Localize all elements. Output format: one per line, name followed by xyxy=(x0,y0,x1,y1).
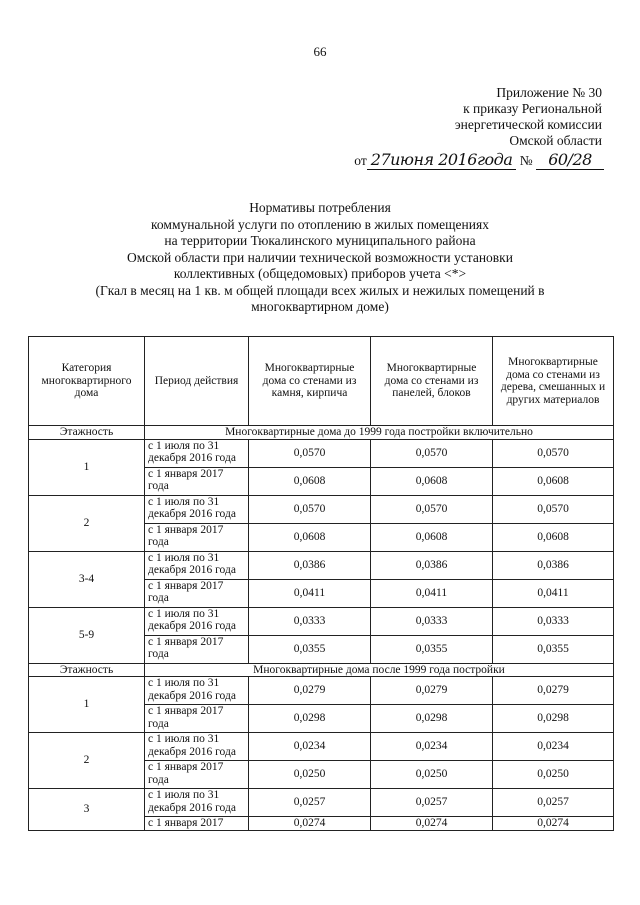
value-stone: 0,0274 xyxy=(249,817,371,831)
value-panel: 0,0386 xyxy=(371,551,493,579)
title-line-7: многоквартирном доме) xyxy=(251,299,389,314)
section-title: Многоквартирные дома до 1999 года постройки включительно xyxy=(145,426,614,440)
value-panel: 0,0234 xyxy=(371,733,493,761)
value-panel: 0,0608 xyxy=(371,523,493,551)
value-stone: 0,0298 xyxy=(249,705,371,733)
value-panel: 0,0333 xyxy=(371,607,493,635)
value-wood: 0,0257 xyxy=(493,789,614,817)
value-wood: 0,0333 xyxy=(493,607,614,635)
appendix-line-3: энергетической комиссии xyxy=(454,117,602,132)
value-stone: 0,0386 xyxy=(249,551,371,579)
period-cell: с 1 июля по 31 декабря 2016 года xyxy=(145,607,249,635)
page-number: 66 xyxy=(313,44,327,59)
section-label: Этажность xyxy=(29,426,145,440)
value-panel: 0,0411 xyxy=(371,579,493,607)
table-row xyxy=(29,551,614,579)
value-stone: 0,0608 xyxy=(249,467,371,495)
title-line-2: коммунальной услуги по отоплению в жилых помещениях xyxy=(151,216,489,232)
period-cell: с 1 января 2017 года xyxy=(145,705,249,733)
value-wood: 0,0411 xyxy=(493,579,614,607)
value-stone: 0,0333 xyxy=(249,607,371,635)
section-header-row xyxy=(29,426,614,440)
category-cell: 3 xyxy=(29,789,145,831)
value-stone: 0,0279 xyxy=(249,677,371,705)
period-cell: с 1 января 2017 года xyxy=(145,761,249,789)
period-cell: с 1 января 2017 года xyxy=(145,523,249,551)
appendix-line-2: к приказу Региональной xyxy=(463,101,602,116)
appendix-line-1: Приложение № 30 xyxy=(496,85,602,100)
value-stone: 0,0570 xyxy=(249,495,371,523)
date-prefix: от xyxy=(354,153,367,168)
section-label: Этажность xyxy=(29,663,145,677)
value-stone: 0,0355 xyxy=(249,635,371,663)
value-panel: 0,0608 xyxy=(371,467,493,495)
value-panel: 0,0570 xyxy=(371,439,493,467)
value-wood: 0,0355 xyxy=(493,635,614,663)
value-panel: 0,0274 xyxy=(371,817,493,831)
document-title xyxy=(20,200,620,316)
section-title: Многоквартирные дома после 1999 года постройки xyxy=(145,663,614,677)
handwritten-date: 27июня 2016года xyxy=(367,150,517,170)
value-wood: 0,0386 xyxy=(493,551,614,579)
category-cell: 3-4 xyxy=(29,551,145,607)
value-wood: 0,0570 xyxy=(493,439,614,467)
period-cell: с 1 июля по 31 декабря 2016 года xyxy=(145,789,249,817)
value-wood: 0,0279 xyxy=(493,677,614,705)
value-panel: 0,0257 xyxy=(371,789,493,817)
header-period: Период действия xyxy=(145,337,249,426)
value-wood: 0,0570 xyxy=(493,495,614,523)
title-line-6: (Гкал в месяц на 1 кв. м общей площади всех жилых и нежилых помещений в xyxy=(95,282,545,298)
table-body xyxy=(29,426,614,831)
table-row xyxy=(29,789,614,817)
appendix-block xyxy=(455,85,602,149)
value-stone: 0,0608 xyxy=(249,523,371,551)
value-stone: 0,0411 xyxy=(249,579,371,607)
period-cell: с 1 июля по 31 декабря 2016 года xyxy=(145,551,249,579)
header-stone: Многоквартирные дома со стенами из камня, кирпича xyxy=(249,337,371,426)
category-cell: 5-9 xyxy=(29,607,145,663)
header-category: Категория многоквартирного дома xyxy=(29,337,145,426)
category-cell: 2 xyxy=(29,495,145,551)
value-wood: 0,0250 xyxy=(493,761,614,789)
table-row xyxy=(29,677,614,705)
value-wood: 0,0298 xyxy=(493,705,614,733)
period-cell: с 1 июля по 31 декабря 2016 года xyxy=(145,677,249,705)
value-panel: 0,0298 xyxy=(371,705,493,733)
title-line-1: Нормативы потребления xyxy=(249,200,391,215)
value-wood: 0,0608 xyxy=(493,467,614,495)
appendix-line-4: Омской области xyxy=(509,133,602,148)
order-date-number xyxy=(354,150,604,170)
value-panel: 0,0355 xyxy=(371,635,493,663)
value-stone: 0,0234 xyxy=(249,733,371,761)
value-panel: 0,0279 xyxy=(371,677,493,705)
period-cell: с 1 января 2017 xyxy=(145,817,249,831)
value-panel: 0,0250 xyxy=(371,761,493,789)
period-cell: с 1 июля по 31 декабря 2016 года xyxy=(145,733,249,761)
value-panel: 0,0570 xyxy=(371,495,493,523)
period-cell: с 1 января 2017 года xyxy=(145,467,249,495)
table-row xyxy=(29,733,614,761)
value-wood: 0,0608 xyxy=(493,523,614,551)
title-line-4: Омской области при наличии технической возможности установки xyxy=(127,249,513,265)
table-header-row xyxy=(29,337,614,426)
value-stone: 0,0250 xyxy=(249,761,371,789)
category-cell: 1 xyxy=(29,439,145,495)
title-line-3: на территории Тюкалинского муниципального района xyxy=(164,233,476,248)
value-wood: 0,0234 xyxy=(493,733,614,761)
table-row xyxy=(29,607,614,635)
value-stone: 0,0257 xyxy=(249,789,371,817)
table-row xyxy=(29,439,614,467)
period-cell: с 1 июля по 31 декабря 2016 года xyxy=(145,495,249,523)
category-cell: 2 xyxy=(29,733,145,789)
period-cell: с 1 января 2017 года xyxy=(145,579,249,607)
value-stone: 0,0570 xyxy=(249,439,371,467)
norms-table xyxy=(28,336,614,831)
title-line-5: коллективных (общедомовых) приборов учета <*> xyxy=(173,266,467,281)
header-wood: Многоквартирные дома со стенами из дерева, смешанных и других материалов xyxy=(493,337,614,426)
period-cell: с 1 января 2017 года xyxy=(145,635,249,663)
table-row xyxy=(29,495,614,523)
category-cell: 1 xyxy=(29,677,145,733)
number-prefix: № xyxy=(519,153,533,168)
period-cell: с 1 июля по 31 декабря 2016 года xyxy=(145,439,249,467)
handwritten-number: 60/28 xyxy=(536,150,604,170)
value-wood: 0,0274 xyxy=(493,817,614,831)
header-panel: Многоквартирные дома со стенами из панелей, блоков xyxy=(371,337,493,426)
section-header-row xyxy=(29,663,614,677)
